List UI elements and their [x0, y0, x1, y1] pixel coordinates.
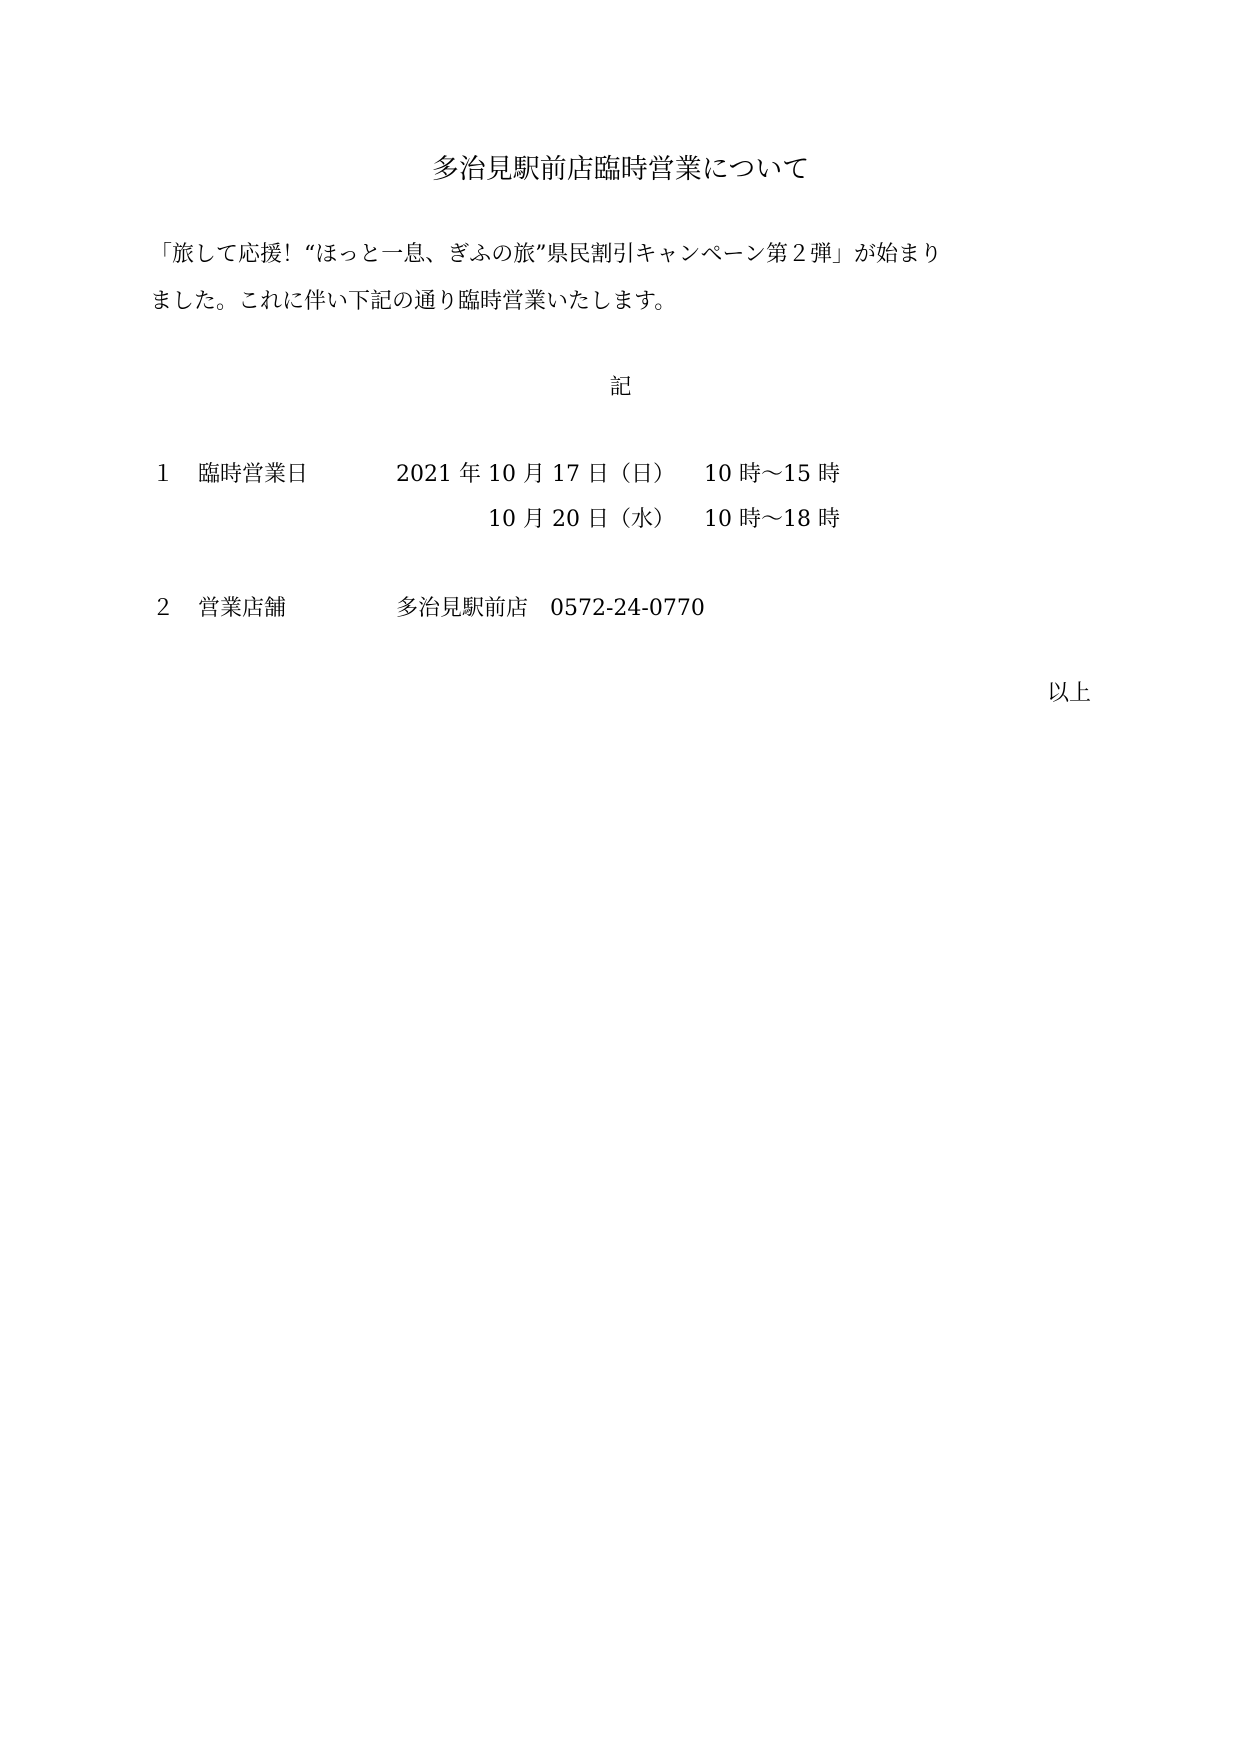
closing-text: 以上 — [1046, 681, 1091, 706]
item-label-business-days: 臨時営業日 — [198, 462, 309, 487]
item-number: １ — [152, 462, 175, 487]
item-label-store: 営業店舗 — [198, 596, 287, 621]
intro-line-2: ました。これに伴い下記の通り臨時営業いたします。 — [150, 289, 677, 314]
ki-heading: 記 — [609, 375, 632, 400]
business-date: 10 月 20 日（水） — [488, 507, 675, 532]
business-date: 2021 年 10 月 17 日（日） — [396, 462, 675, 487]
intro-line-1: 「旅して応援！“ほっと一息、ぎふの旅”県民割引キャンペーン第２弾」が始まり — [150, 242, 943, 267]
document-title: 多治見駅前店臨時営業について — [431, 154, 810, 185]
business-hours: 10 時〜18 時 — [704, 507, 840, 532]
business-hours: 10 時〜15 時 — [704, 462, 840, 487]
item-number: ２ — [152, 596, 175, 621]
store-name-phone: 多治見駅前店 0572-24-0770 — [396, 596, 705, 621]
